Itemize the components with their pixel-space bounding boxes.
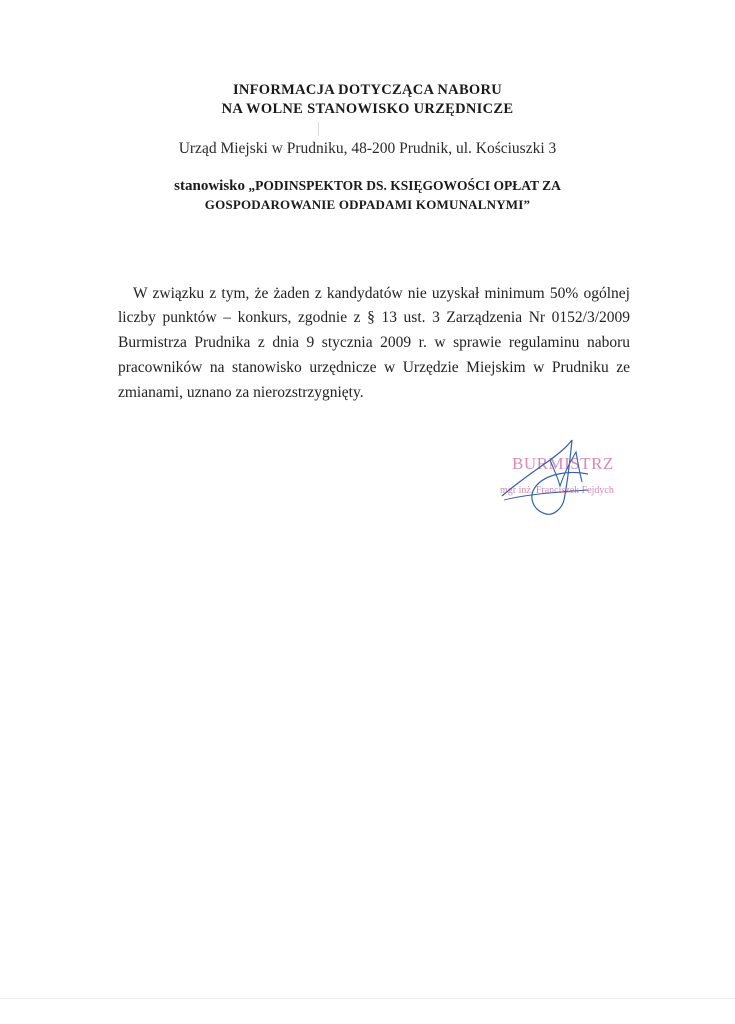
page-edge [0, 998, 735, 999]
position-title-line2: GOSPODAROWANIE ODPADAMI KOMUNALNYMI” [204, 197, 531, 212]
announcement-body: W związku z tym, że żaden z kandydatów nie uzyskał minimum 50% ogólnej liczby punktów – konkurs, zgodnie z § 13 ust. 3 Zarządzenia Nr 0152/3/2009 Burmistrza Prudnika z dnia 9 stycznia 2009 r. w sprawie regulaminu naboru pracowników na stanowisko urzędnicze w Urzędzie Miejskim w Prudniku ze zmianami, uznano za nierozstrzygnięty. [118, 284, 630, 401]
position-title-line1 [0, 178, 735, 195]
handwritten-signature [488, 430, 648, 525]
signature-stamp [488, 430, 648, 525]
stamp-name: mgr inż. Franciszek Fejdych [500, 485, 614, 496]
position-lead: stanowisko [174, 178, 246, 194]
document-heading-line1: INFORMACJA DOTYCZĄCA NABORU [232, 82, 503, 98]
office-address: Urząd Miejski w Prudniku, 48-200 Prudnik, ul. Kościuszki 3 [178, 140, 557, 157]
stamp-title: BURMISTRZ [512, 454, 614, 473]
scan-artifact [318, 122, 319, 136]
position-title-part1: „PODINSPEKTOR DS. KSIĘGOWOŚCI OPŁAT ZA [248, 178, 561, 193]
document-heading-line2: NA WOLNE STANOWISKO URZĘDNICZE [221, 101, 514, 117]
